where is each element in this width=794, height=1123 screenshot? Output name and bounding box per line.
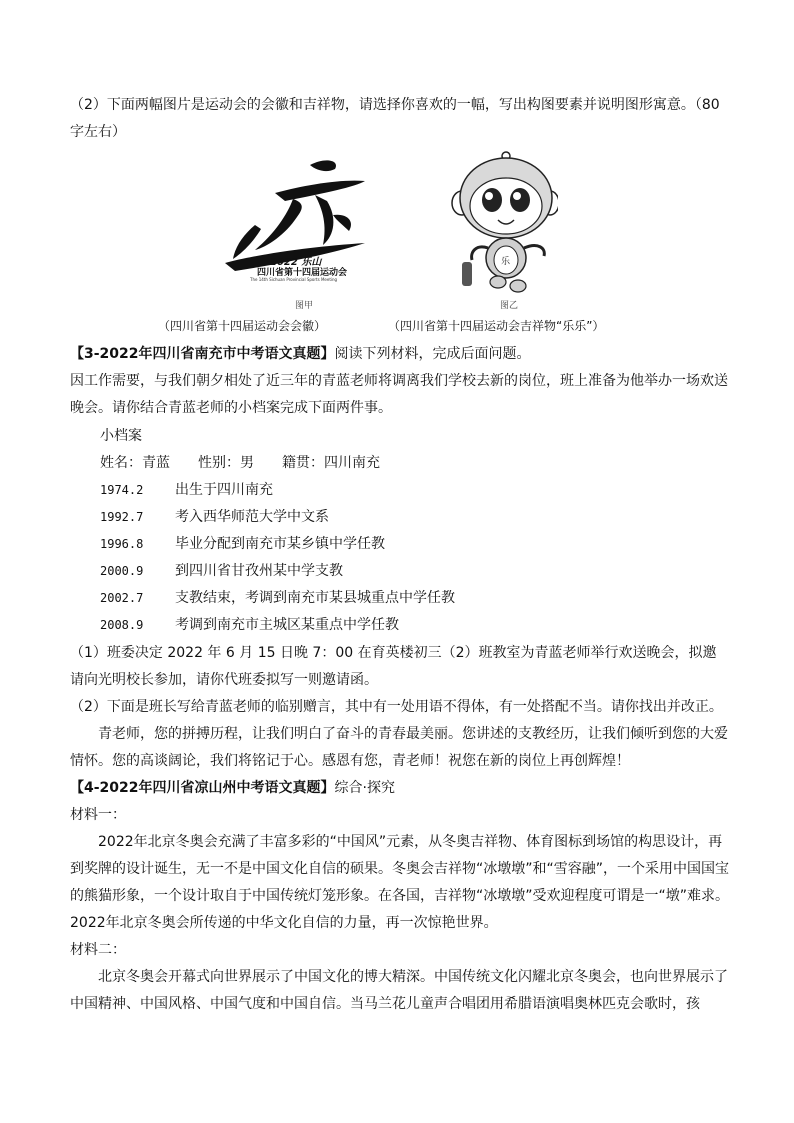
material-1-label: 材料一： [70,807,126,823]
timeline-row [100,477,273,504]
svg-text:乐: 乐 [501,257,511,267]
timeline-row [100,585,455,612]
timeline-event: 出生于四川南充 [175,482,273,498]
emblem-name-text: 四川省第十四届运动会 [257,268,348,278]
emblem-figure-label: 图甲 [295,301,314,311]
question-2-intro: （2）下面两幅图片是运动会的会徽和吉祥物，请选择你喜欢的一幅，写出构图要素并说明图形寓意。（80字左右） [70,97,720,140]
emblem-caption: （四川省第十四届运动会会徽） [158,319,327,333]
emblem-figure [215,155,385,295]
timeline-event: 毕业分配到南充市某乡镇中学任教 [175,536,385,552]
timeline-date: 1996.8 [100,537,144,551]
question-4-instruction: 综合·探究 [334,780,395,796]
question-3-2: （2）下面是班长写给青蓝老师的临别赠言，其中有一处用语不得体，有一处搭配不当。请你找出并改正。 [70,699,723,715]
timeline-event: 支教结束，考调到南充市某县城重点中学任教 [175,590,455,606]
question-3-1: （1）班委决定 2022 年 6 月 15 日晚 7：00 在育英楼初三（2）班教室为青蓝老师举行欢送晚会，拟邀请向光明校长参加，请你代班委拟写一则邀请函。 [70,645,717,688]
timeline-event: 考入西华师范大学中文系 [175,509,329,525]
timeline-row [100,612,399,639]
timeline-event: 考调到南充市主城区某重点中学任教 [175,617,399,633]
question-3-heading [70,341,730,368]
timeline-date: 2002.7 [100,591,144,605]
emblem-sub-text: The 14th Sichuan Provincial Sports Meeting [250,277,338,282]
question-3-instruction: 阅读下列材料，完成后面问题。 [334,346,531,362]
question-4-heading [70,775,730,802]
timeline-date: 2008.9 [100,618,144,632]
timeline-event: 到四川省甘孜州某中学支教 [175,563,343,579]
mascot-figure-label: 图乙 [500,301,519,311]
emblem-year-text: 2022 乐山 [270,257,322,268]
question-4-source: 【4-2022年四川省凉山州中考语文真题】 [70,780,335,796]
timeline-row [100,558,343,585]
mascot-caption: （四川省第十四届运动会吉祥物“乐乐”） [388,319,605,333]
timeline-date: 2000.9 [100,564,144,578]
mascot-figure [448,148,558,298]
material-1-text: 2022年北京冬奥会充满了丰富多彩的“中国风”元素，从冬奥吉祥物、体育图标到场馆的构思设计，再到奖牌的设计诞生，无一不是中国文化自信的硕果。冬奥会吉祥物“冰墩墩”和“雪容融”，一个采用中国国宝的熊猫形象，一个设计取自于中国传统灯笼形象。在各国，吉祥物“冰墩墩”受欢迎程度可谓是一“墩”难求。2022年北京冬奥会所传递的中华文化自信的力量，再一次惊艳世界。 [70,834,730,931]
monkey-mascot-icon [448,148,558,298]
profile-info: 姓名：青蓝 性别：男 籍贯：四川南充 [100,455,380,471]
material-2-label: 材料二： [70,942,126,958]
question-3-text: 因工作需要，与我们朝夕相处了近三年的青蓝老师将调离我们学校去新的岗位，班上准备为他举办一场欢送晚会。请你结合青蓝老师的小档案完成下面两件事。 [70,373,728,416]
timeline-date: 1974.2 [100,483,144,497]
timeline-row [100,531,385,558]
timeline-date: 1992.7 [100,510,144,524]
question-3-source: 【3-2022年四川省南充市中考语文真题】 [70,346,335,362]
farewell-message: 青老师，您的拼搏历程，让我们明白了奋斗的青春最美丽。您讲述的支教经历，让我们倾听到您的大爱情怀。您的高谈阔论，我们将铭记于心。感恩有您，青老师！祝您在新的岗位上再创辉煌！ [70,726,728,769]
timeline-row [100,504,329,531]
profile-title: 小档案 [100,428,142,444]
material-2-text: 北京冬奥会开幕式向世界展示了中国文化的博大精深。中国传统文化闪耀北京冬奥会，也向世界展示了中国精神、中国风格、中国气度和中国自信。当马兰花儿童声合唱团用希腊语演唱奥林匹克会歌时，孩 [70,969,728,1012]
